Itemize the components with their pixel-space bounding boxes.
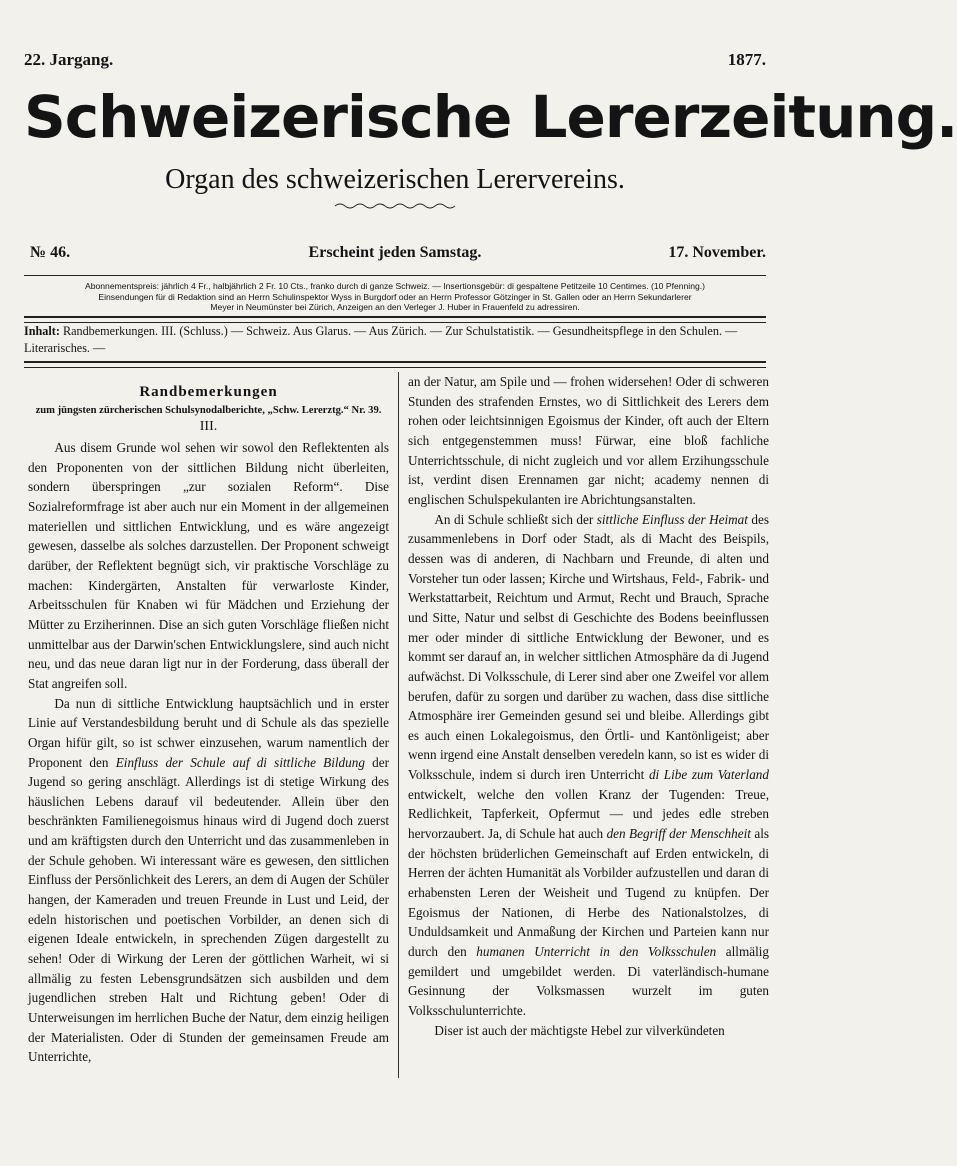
publication-schedule: Erscheint jeden Samstag. — [308, 244, 482, 261]
article-part: III. — [199, 419, 218, 434]
column-right — [408, 372, 769, 1040]
subscription-info — [24, 281, 766, 313]
top-line — [24, 50, 766, 74]
contents-label: Inhalt: — [24, 324, 60, 338]
table-of-contents — [24, 323, 766, 357]
double-rule — [24, 316, 766, 323]
issue-line — [24, 244, 766, 266]
ornament-divider-icon — [335, 202, 455, 210]
column-divider — [398, 372, 399, 1078]
submission-line: Einsendungen für di Redaktion sind an Herrn Schulinspektor Wyss in Burgdorf oder an Herrn Professor Götzinger in St. Gallen oder an Herrn Sekundarlerer — [98, 291, 692, 302]
subscription-line: Abonnementspreis: jährlich 4 Fr., halbjährlich 2 Fr. 10 Cts., franko durch di ganze Schweiz. — Insertionsgebür: di gespaltene Petitzeile 10 Centimes. (10 Pfenning.) — [84, 281, 706, 291]
contents-text: Randbemerkungen. III. (Schluss.) — Schweiz. Aus Glarus. — Aus Zürich. — Zur Schulstatistik. — Gesundheitspflege in den Schulen. — Literarisches. — — [24, 324, 738, 355]
paragraph: Diser ist auch der mächtigste Hebel zur vilverkündeten — [434, 1022, 725, 1038]
paragraph: An di Schule schließt sich der sittliche Einfluss der Heimat des zusammenlebens in Dorf oder Stadt, als di Macht des Beispils, dessen was di anderen, di Nachbarn und Freunde, di alten und Vorsteher tun oder lassen; Kirche und Wirtshaus, Feld-, Fabrik- und Werkstattarbeit, Reichtum und Armut, Recht und Brauch, Sprache und Sitte, Natur und selbst di Geschichte des Bodens beeinflussen mer oder minder di sittliche Entwicklung der Bewoner, und es kommt ser darauf an, in welcher sittlichen Atmosphäre da di Jugend aufwächst. Di Volksschule, di Lerer sind aber one Zweifel vor allem berufen, dafür zu sorgen und darüber zu wachen, dass dise sittliche Atmosphäre irer Gemeinden gesund sei und bleibe. Allerdings gibt es auch einen Lokalegoismus, den Örtli- und Kantönligeist; aber wenn irgend eine Anstalt denselben veredeln kann, so ist es wider di Volksschule, indem si durch iren Unterricht di Libe zum Vaterland entwickelt, welche den vollen Kranz der Tugenden: Treue, Redlichkeit, Tapferkeit, Opfermut — und jedes edle streben hervorzaubert. Ja, di Schule hat auch den Begriff der Menschheit als der höchsten brüderlichen Gemeinschaft auf Erden entwickeln, di Herren der ächten Humanität als Vorbilder aufzustellen und daran di erhabensten Leren der Weisheit und Tugend zu knüpfen. Der Egoismus der Nationen, di Herbe des Nationalstolzes, di Unduldsamkeit und Anmaßung der Kirchen und Parteien kann nur durch den humanen Unterricht in den Volksschulen allmälig gemildert und umgebildet werden. Di vaterländisch-humane Gesinnung der Volksmassen wurzelt im guten Volksschulunterrichte. — [408, 511, 769, 1018]
paragraph: an der Natur, am Spile und — frohen widersehen! Oder di schweren Stunden des strafenden Ernstes, wo di Sittlichkeit des Lerers dem rohen oder leichtsinnigen Egoismus der Kinder, oft auch der Eltern sich entgegenstemmen muss! Fürwar, eine bloß fachliche Unterrichtsschule, di nicht zugleich und vor allem Erzihungsschule ist, verdint disen Erennamen gar nicht; academy nennen di englischen Schulspekulanten ire Abrichtungsanstalten. — [408, 374, 769, 507]
newspaper-title: Schweizerische Lererzeitung. — [24, 83, 957, 151]
paragraph: Aus disem Grunde wol sehen wir sowol den Reflektenten als den Proponenten von der sittlichen Bildung nicht überleiten, sondern überspringen „zur sozialen Reform“. Dise Sozialreformfrage ist aber auch nur ein Moment in der allgemeinen materiellen und sittlichen Entwicklung, und es wäre angezeigt gewesen, dasselbe als solches darzustellen. Der Proponent schweigt darüber, der Reflektent begnügt sich, vir praktische Vorschläge zu machen: Kindergärten, Anstalten für verwarloste Kinder, Arbeitsschulen für Knaben wi für Mädchen und Erziehung der Mütter zu Erziherinnen. Dise an sich guten Vorschläge fließen nicht unmittelbar aus der Darwin'schen Entwicklungslere, sind auch nicht neu, und das neue daran ligt nur in der Forderung, dass überall der Stat angreifen soll. — [28, 440, 389, 691]
volume-label: 22. Jargang. — [24, 50, 114, 69]
divider-rule — [24, 275, 766, 276]
column-left — [28, 372, 389, 1067]
year-label: 1877. — [727, 50, 766, 69]
masthead — [24, 83, 957, 210]
newspaper-subtitle: Organ des schweizerischen Lerervereins. — [165, 164, 625, 195]
issue-date: 17. November. — [668, 244, 766, 261]
issue-number: № 46. — [30, 244, 71, 261]
double-rule — [24, 361, 766, 368]
paragraph: Da nun di sittliche Entwicklung hauptsächlich und in erster Linie auf Verstandesbildung beruht und di Schule als das spezielle Organ hifür gilt, so ist schwer einzusehen, warum namentlich der Proponent den Einfluss der Schule auf di sittliche Bildung der Jugend so gering anschlägt. Allerdings ist di stetige Wirkung des häuslichen Lebens darauf vil bedeutender. Allein über den beschränkten Familienegoismus hinaus wird di Jugend doch zuerst und am kräftigsten durch den Unterricht und das zusammenleben in der Schule gehoben. Wi interessant wäre es gewesen, den sittlichen Einfluss der Persönlichkeit des Lerers, an dem di Augen der Schüler hangen, der Kameraden und treuen Freunde in Lust und Leid, der edeln historischen und poetischen Vorbilder, an denen sich di eigenen Ideale entwickeln, in sprechenden Zügen dargestellt zu sehen! Oder di Wirkung der Leren der göttlichen Warheit, wi si allmälig zu festen Lebensgrundsätzen sich ausbilden und dem jugendlichen streben Halt und Richtung geben! Oder di Unterweisungen im herrlichen Buche der Natur, dem einzig heiligen der Materialisten. Oder di Stunden der gemeinsamen Freude am Unterrichte, — [28, 695, 389, 1065]
article-subtitle: zum jüngsten zürcherischen Schulsynodalberichte, „Schw. Lererztg.“ Nr. 39. — [35, 405, 382, 416]
article-title: Randbemerkungen — [139, 384, 278, 400]
submission-line-cont: Meyer in Neumünster bei Zürich, Anzeigen an den Verleger J. Huber in Frauenfeld zu adressiren. — [210, 302, 580, 312]
